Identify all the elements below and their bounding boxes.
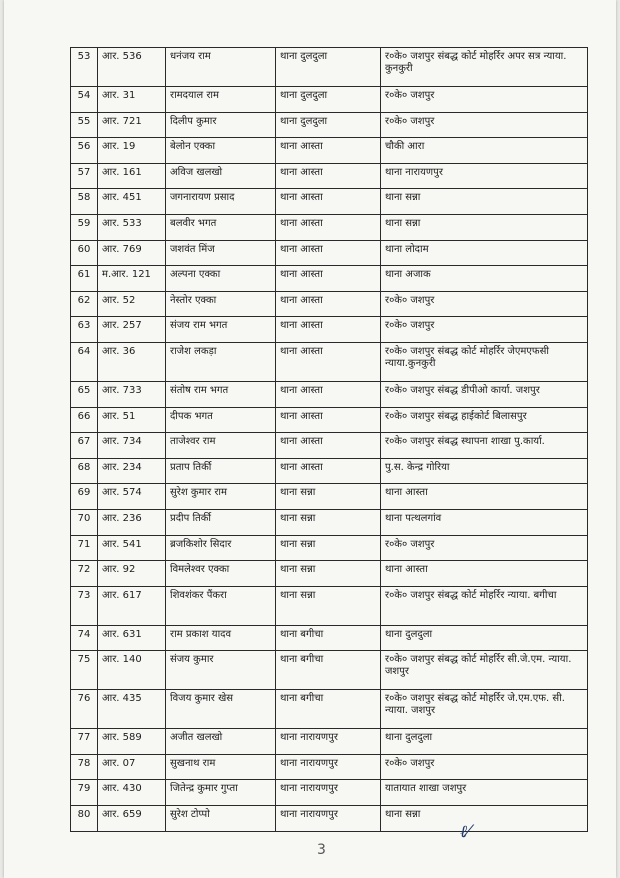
transfer-list-body xyxy=(71,48,588,832)
belt-number-cell: आर. 161 xyxy=(98,163,166,189)
serial-number-cell: 65 xyxy=(71,381,98,407)
new-posting-cell: थाना पत्थलगांव xyxy=(381,509,588,535)
belt-number-cell: आर. 07 xyxy=(98,754,166,780)
new-posting-cell: थाना अजाक xyxy=(381,266,588,292)
name-cell: राम प्रकाश यादव xyxy=(166,625,276,651)
belt-number-cell: आर. 541 xyxy=(98,535,166,561)
serial-number-cell: 53 xyxy=(71,48,98,87)
belt-number-cell: आर. 721 xyxy=(98,112,166,138)
new-posting-cell: थाना आस्ता xyxy=(381,561,588,587)
serial-number-cell: 76 xyxy=(71,690,98,729)
serial-number-cell: 60 xyxy=(71,240,98,266)
serial-number-cell: 79 xyxy=(71,780,98,806)
belt-number-cell: आर. 51 xyxy=(98,407,166,433)
name-cell: राजेश लकड़ा xyxy=(166,342,276,381)
name-cell: सुरेश कुमार राम xyxy=(166,484,276,510)
current-posting-cell: थाना नारायणपुर xyxy=(276,754,381,780)
current-posting-cell: थाना सन्ना xyxy=(276,509,381,535)
current-posting-cell: थाना आस्ता xyxy=(276,138,381,164)
name-cell: अजीत खलखो xyxy=(166,729,276,755)
current-posting-cell: थाना आस्ता xyxy=(276,407,381,433)
serial-number-cell: 78 xyxy=(71,754,98,780)
table-row xyxy=(71,458,588,484)
serial-number-cell: 59 xyxy=(71,214,98,240)
serial-number-cell: 56 xyxy=(71,138,98,164)
name-cell: जितेन्द्र कुमार गुप्ता xyxy=(166,780,276,806)
current-posting-cell: थाना नारायणपुर xyxy=(276,729,381,755)
page-number: 3 xyxy=(317,842,326,858)
name-cell: ताजेश्वर राम xyxy=(166,433,276,459)
table-row xyxy=(71,342,588,381)
belt-number-cell: आर. 589 xyxy=(98,729,166,755)
serial-number-cell: 61 xyxy=(71,266,98,292)
belt-number-cell: आर. 617 xyxy=(98,586,166,625)
table-row xyxy=(71,729,588,755)
table-row xyxy=(71,690,588,729)
belt-number-cell: आर. 451 xyxy=(98,189,166,215)
table-row xyxy=(71,381,588,407)
name-cell: रामदयाल राम xyxy=(166,87,276,113)
name-cell: प्रताप तिर्की xyxy=(166,458,276,484)
belt-number-cell: आर. 19 xyxy=(98,138,166,164)
table-row xyxy=(71,87,588,113)
new-posting-cell: र०के० जशपुर xyxy=(381,754,588,780)
new-posting-cell: थाना दुलदुला xyxy=(381,729,588,755)
current-posting-cell: थाना दुलदुला xyxy=(276,48,381,87)
new-posting-cell: र०के० जशपुर संबद्ध स्थापना शाखा पु.कार्या. xyxy=(381,433,588,459)
current-posting-cell: थाना बगीचा xyxy=(276,690,381,729)
belt-number-cell: आर. 31 xyxy=(98,87,166,113)
table-row xyxy=(71,561,588,587)
serial-number-cell: 63 xyxy=(71,317,98,343)
belt-number-cell: आर. 536 xyxy=(98,48,166,87)
belt-number-cell: आर. 631 xyxy=(98,625,166,651)
belt-number-cell: आर. 92 xyxy=(98,561,166,587)
serial-number-cell: 68 xyxy=(71,458,98,484)
table-row xyxy=(71,433,588,459)
serial-number-cell: 62 xyxy=(71,291,98,317)
new-posting-cell: र०के० जशपुर संबद्ध कोर्ट मोहर्रिर अपर सत्र न्याया. कुनकुरी xyxy=(381,48,588,87)
current-posting-cell: थाना आस्ता xyxy=(276,291,381,317)
table-row xyxy=(71,806,588,832)
table-row xyxy=(71,407,588,433)
new-posting-cell: र०के० जशपुर xyxy=(381,291,588,317)
name-cell: ब्रजकिशोर सिदार xyxy=(166,535,276,561)
serial-number-cell: 77 xyxy=(71,729,98,755)
name-cell: शिवशंकर पैंकरा xyxy=(166,586,276,625)
name-cell: सुखनाथ राम xyxy=(166,754,276,780)
current-posting-cell: थाना आस्ता xyxy=(276,458,381,484)
current-posting-cell: थाना आस्ता xyxy=(276,214,381,240)
belt-number-cell: आर. 140 xyxy=(98,651,166,690)
belt-number-cell: आर. 36 xyxy=(98,342,166,381)
table-row xyxy=(71,484,588,510)
name-cell: विमलेश्वर एक्का xyxy=(166,561,276,587)
belt-number-cell: आर. 435 xyxy=(98,690,166,729)
new-posting-cell: र०के० जशपुर xyxy=(381,87,588,113)
name-cell: अविज खलखो xyxy=(166,163,276,189)
belt-number-cell: आर. 659 xyxy=(98,806,166,832)
current-posting-cell: थाना सन्ना xyxy=(276,484,381,510)
new-posting-cell: र०के० जशपुर संबद्ध कोर्ट मोहर्रिर न्याया. बगीचा xyxy=(381,586,588,625)
current-posting-cell: थाना आस्ता xyxy=(276,163,381,189)
serial-number-cell: 55 xyxy=(71,112,98,138)
name-cell: जशवंत मिंज xyxy=(166,240,276,266)
belt-number-cell: आर. 734 xyxy=(98,433,166,459)
transfer-list-table xyxy=(70,47,588,832)
table-row xyxy=(71,535,588,561)
current-posting-cell: थाना सन्ना xyxy=(276,535,381,561)
name-cell: दिलीप कुमार xyxy=(166,112,276,138)
table-row xyxy=(71,189,588,215)
table-row xyxy=(71,163,588,189)
new-posting-cell: थाना आस्ता xyxy=(381,484,588,510)
table-row xyxy=(71,112,588,138)
belt-number-cell: आर. 733 xyxy=(98,381,166,407)
belt-number-cell: आर. 574 xyxy=(98,484,166,510)
current-posting-cell: थाना नारायणपुर xyxy=(276,806,381,832)
name-cell: संतोष राम भगत xyxy=(166,381,276,407)
table-row xyxy=(71,240,588,266)
new-posting-cell: र०के० जशपुर संबद्ध डीपीओ कार्या. जशपुर xyxy=(381,381,588,407)
current-posting-cell: थाना आस्ता xyxy=(276,381,381,407)
new-posting-cell: र०के० जशपुर संबद्ध हाईकोर्ट बिलासपुर xyxy=(381,407,588,433)
serial-number-cell: 71 xyxy=(71,535,98,561)
name-cell: बलवीर भगत xyxy=(166,214,276,240)
new-posting-cell: चौकी आरा xyxy=(381,138,588,164)
new-posting-cell: थाना सन्ना xyxy=(381,214,588,240)
current-posting-cell: थाना नारायणपुर xyxy=(276,780,381,806)
new-posting-cell: र०के० जशपुर संबद्ध कोर्ट मोहर्रिर जेएमएफसी न्याया.कुनकुरी xyxy=(381,342,588,381)
serial-number-cell: 74 xyxy=(71,625,98,651)
belt-number-cell: आर. 234 xyxy=(98,458,166,484)
serial-number-cell: 70 xyxy=(71,509,98,535)
table-row xyxy=(71,317,588,343)
new-posting-cell: थाना दुलदुला xyxy=(381,625,588,651)
new-posting-cell: र०के० जशपुर xyxy=(381,317,588,343)
table-row xyxy=(71,138,588,164)
current-posting-cell: थाना सन्ना xyxy=(276,586,381,625)
belt-number-cell: आर. 236 xyxy=(98,509,166,535)
name-cell: संजय राम भगत xyxy=(166,317,276,343)
belt-number-cell: आर. 533 xyxy=(98,214,166,240)
name-cell: बेलोन एक्का xyxy=(166,138,276,164)
serial-number-cell: 66 xyxy=(71,407,98,433)
serial-number-cell: 75 xyxy=(71,651,98,690)
new-posting-cell: र०के० जशपुर xyxy=(381,535,588,561)
table-row xyxy=(71,48,588,87)
new-posting-cell: यातायात शाखा जशपुर xyxy=(381,780,588,806)
current-posting-cell: थाना आस्ता xyxy=(276,240,381,266)
belt-number-cell: आर. 257 xyxy=(98,317,166,343)
belt-number-cell: आर. 52 xyxy=(98,291,166,317)
new-posting-cell: थाना लोदाम xyxy=(381,240,588,266)
serial-number-cell: 54 xyxy=(71,87,98,113)
name-cell: अल्पना एक्का xyxy=(166,266,276,292)
current-posting-cell: थाना आस्ता xyxy=(276,433,381,459)
name-cell: धनंजय राम xyxy=(166,48,276,87)
belt-number-cell: आर. 769 xyxy=(98,240,166,266)
table-row xyxy=(71,291,588,317)
new-posting-cell: र०के० जशपुर संबद्ध कोर्ट मोहर्रिर सी.जे.एम. न्याया. जशपुर xyxy=(381,651,588,690)
new-posting-cell: थाना सन्ना xyxy=(381,806,588,832)
name-cell: नेस्तोर एक्का xyxy=(166,291,276,317)
current-posting-cell: थाना सन्ना xyxy=(276,561,381,587)
handwritten-initial: ℓ⁄ xyxy=(460,822,470,842)
serial-number-cell: 67 xyxy=(71,433,98,459)
name-cell: दीपक भगत xyxy=(166,407,276,433)
table-row xyxy=(71,625,588,651)
serial-number-cell: 64 xyxy=(71,342,98,381)
current-posting-cell: थाना बगीचा xyxy=(276,651,381,690)
table-row xyxy=(71,651,588,690)
current-posting-cell: थाना आस्ता xyxy=(276,189,381,215)
table-row xyxy=(71,780,588,806)
new-posting-cell: थाना नारायणपुर xyxy=(381,163,588,189)
serial-number-cell: 58 xyxy=(71,189,98,215)
name-cell: प्रदीप तिर्की xyxy=(166,509,276,535)
serial-number-cell: 80 xyxy=(71,806,98,832)
belt-number-cell: म.आर. 121 xyxy=(98,266,166,292)
table-row xyxy=(71,586,588,625)
table-row xyxy=(71,509,588,535)
new-posting-cell: पु.स. केन्द्र गोरिया xyxy=(381,458,588,484)
current-posting-cell: थाना दुलदुला xyxy=(276,112,381,138)
serial-number-cell: 72 xyxy=(71,561,98,587)
belt-number-cell: आर. 430 xyxy=(98,780,166,806)
current-posting-cell: थाना आस्ता xyxy=(276,342,381,381)
document-page xyxy=(4,0,616,878)
name-cell: विजय कुमार खेस xyxy=(166,690,276,729)
table-row xyxy=(71,266,588,292)
new-posting-cell: थाना सन्ना xyxy=(381,189,588,215)
new-posting-cell: र०के० जशपुर संबद्ध कोर्ट मोहर्रिर जे.एम.एफ. सी. न्याया. जशपुर xyxy=(381,690,588,729)
current-posting-cell: थाना आस्ता xyxy=(276,266,381,292)
serial-number-cell: 73 xyxy=(71,586,98,625)
serial-number-cell: 57 xyxy=(71,163,98,189)
name-cell: संजय कुमार xyxy=(166,651,276,690)
table-row xyxy=(71,754,588,780)
current-posting-cell: थाना आस्ता xyxy=(276,317,381,343)
new-posting-cell: र०के० जशपुर xyxy=(381,112,588,138)
name-cell: सुरेश टोप्पो xyxy=(166,806,276,832)
current-posting-cell: थाना दुलदुला xyxy=(276,87,381,113)
current-posting-cell: थाना बगीचा xyxy=(276,625,381,651)
serial-number-cell: 69 xyxy=(71,484,98,510)
table-row xyxy=(71,214,588,240)
name-cell: जगनारायण प्रसाद xyxy=(166,189,276,215)
